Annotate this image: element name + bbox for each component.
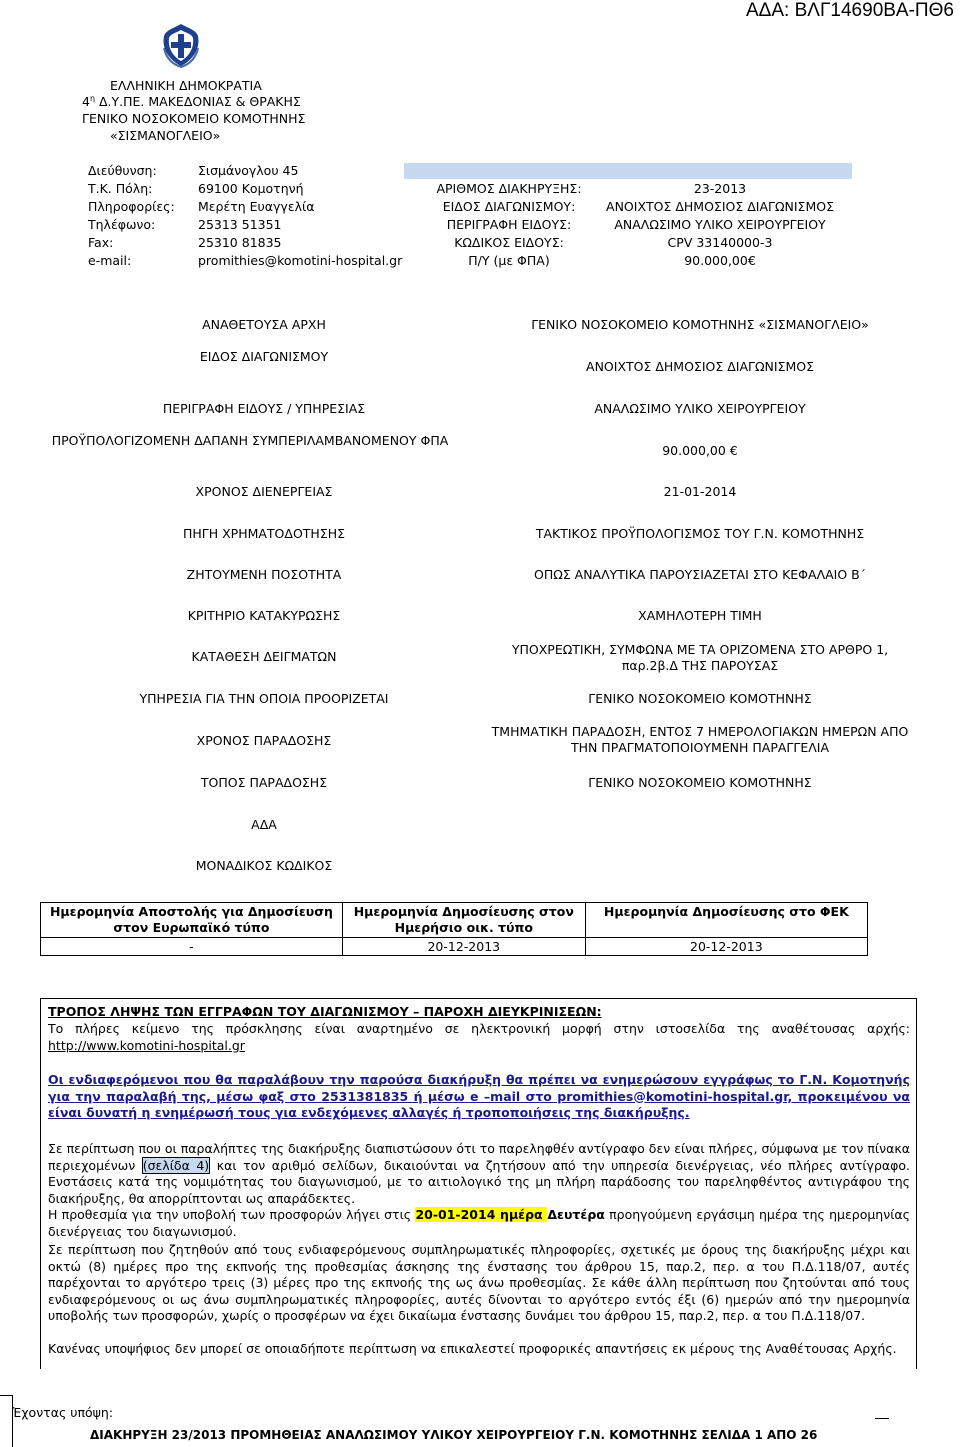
org-line-1: ΕΛΛΗΝΙΚΗ ΔΗΜΟΚΡΑΤΙΑ	[110, 78, 262, 93]
contact-label: Πληροφορίες:	[88, 199, 175, 214]
org-line-3: ΓΕΝΙΚΟ ΝΟΣΟΚΟΜΕΙΟ ΚΟΜΟΤΗΝΗΣ	[82, 111, 306, 126]
divider	[0, 1395, 12, 1396]
org-line-2-sup: η	[89, 94, 96, 103]
meta-label: ΕΙΔΟΣ ΔΙΑΓΩΝΙΣΜΟΥ:	[442, 199, 576, 214]
date-value: 20-12-2013	[342, 938, 585, 956]
summary-label: ΠΡΟΫΠΟΛΟΓΙΖΟΜΕΝΗ ΔΑΠΑΝΗ ΣΥΜΠΕΡΙΛΑΜΒΑΝΟΜΕΝΟΥ ΦΠΑ	[51, 433, 449, 448]
summary-label: ΥΠΗΡΕΣΙΑ ΓΙΑ ΤΗΝ ΟΠΟΙΑ ΠΡΟΟΡΙΖΕΤΑΙ	[139, 691, 389, 706]
summary-label: ΤΟΠΟΣ ΠΑΡΑΔΟΣΗΣ	[200, 775, 328, 790]
contact-label: e-mail:	[88, 253, 132, 268]
org-line-2-num: 4	[82, 94, 90, 110]
meta-label: ΠΕΡΙΓΡΑΦΗ ΕΙΔΟΥΣ:	[446, 217, 572, 232]
info-p1: Το πλήρες κείμενο της πρόσκλησης είναι αναρτημένο σε ηλεκτρονική μορφή στην ιστοσελίδα της αναθέτουσας αρχής:	[48, 1021, 910, 1036]
contact-label: Τηλέφωνο:	[88, 217, 156, 232]
email-link[interactable]: promithies@komotini-hospital.gr	[198, 253, 403, 268]
summary-value: 90.000,00 €	[662, 443, 738, 458]
page-ref-highlight: (σελίδα 4)	[142, 1157, 210, 1173]
contact-value: 25313 51351	[198, 217, 282, 232]
info-paragraph	[48, 1141, 910, 1207]
summary-value: ΑΝΟΙΧΤΟΣ ΔΗΜΟΣΙΟΣ ΔΙΑΓΩΝΙΣΜΟΣ	[586, 359, 814, 374]
meta-value: 90.000,00€	[684, 253, 756, 268]
meta-value: CPV 33140000-3	[667, 235, 773, 250]
org-line-2	[82, 94, 301, 109]
summary-label: ΚΡΙΤΗΡΙΟ ΚΑΤΑΚΥΡΩΣΗΣ	[187, 608, 341, 623]
summary-value: ΥΠΟΧΡΕΩΤΙΚΗ, ΣΥΜΦΩΝΑ ΜΕ ΤΑ ΟΡΙΖΟΜΕΝΑ ΣΤΟ ΑΡΘΡΟ 1, παρ.2β.Δ ΤΗΣ ΠΑΡΟΥΣΑΣ	[511, 642, 889, 673]
date-value: 20-12-2013	[585, 938, 867, 956]
date-header: Ημερομηνία Αποστολής για Δημοσίευση στον Ευρωπαϊκό τύπο	[41, 903, 343, 938]
highlight-bar	[404, 163, 852, 179]
summary-value: ΟΠΩΣ ΑΝΑΛΥΤΙΚΑ ΠΑΡΟΥΣΙΑΖΕΤΑΙ ΣΤΟ ΚΕΦΑΛΑΙΟ Β΄	[533, 567, 866, 582]
summary-label: ΜΟΝΑΔΙΚΟΣ ΚΩΔΙΚΟΣ	[195, 858, 333, 873]
meta-value: ΑΝΑΛΩΣΙΜΟ ΥΛΙΚΟ ΧΕΙΡΟΥΡΓΕΙΟΥ	[614, 217, 826, 232]
info-p3a: Σε περίπτωση που οι παραλήπτες της διακήρυξης διαπιστώσουν ότι το παρεληφθέν αντίγραφο δεν είναι πλήρες, σύμφωνα με τον πίνακα περιεχομένων	[48, 1141, 910, 1173]
summary-label: ΖΗΤΟΥΜΕΝΗ ΠΟΣΟΤΗΤΑ	[186, 567, 342, 582]
info-p3b: και τον αριθμό σελίδων, δικαιούνται να ζητήσουν από την υπηρεσία διενέργειας, νέο πλήρες αντίγραφο. Ενστάσεις κατά της νομιμότητας του διαγωνισμού, με το αιτιολογικό της μη πλήρη παράδοσης του παρεληφθέντος αντιγράφου της διακήρυξης, θα απορρίπτονται ως απαράδεκτες.	[48, 1157, 910, 1206]
contact-label: Διεύθυνση:	[88, 163, 157, 178]
meta-value: 23-2013	[693, 181, 747, 196]
info-paragraph: Σε περίπτωση που ζητηθούν από τους ενδιαφερόμενους συμπληρωματικές πληροφορίες, σχετικές με όρους της διακήρυξης μέχρι και οκτώ (8) ημέρες προ της εκπνοής της προθεσμίας άσκησης της ένστασης του άρθρου 15, παρ.2, περ. α του Π.Δ.118/07, αυτές παρέχονται το αργότερο τρεις (3) μέρες προ της εκπνοής της ως άνω προθεσμίας. Σε κάθε άλλη περίπτωση που ζητούνται από τους ενδιαφερόμενους οι ως άνω συμπληρωματικές πληροφορίες, αυτές δίνονται το αργότερο εντός έξι (6) ημερών από την ημερομηνία υποβολής των προσφορών, χωρίς ο προσφέρων να έχει δικαίωμα ένστασης δυνάμει του άρθρου 15, παρ.2, περ. α του Π.Δ.118/07.	[48, 1242, 910, 1323]
summary-value: ΑΝΑΛΩΣΙΜΟ ΥΛΙΚΟ ΧΕΙΡΟΥΡΓΕΙΟΥ	[594, 401, 806, 416]
contact-value: Σισμάνογλου 45	[198, 163, 299, 178]
contact-value: 69100 Κομοτηνή	[198, 181, 304, 196]
summary-label: ΑΝΑΘΕΤΟΥΣΑ ΑΡΧΗ	[202, 317, 326, 332]
divider	[875, 1418, 889, 1419]
summary-value: ΤΜΗΜΑΤΙΚΗ ΠΑΡΑΔΟΣΗ, ΕΝΤΟΣ 7 ΗΜΕΡΟΛΟΓΙΑΚΩΝ ΗΜΕΡΩΝ ΑΠΟ ΤΗΝ ΠΡΑΓΜΑΤΟΠΟΙΟΥΜΕΝΗ ΠΑΡΑΓΓΕΛΙΑ	[491, 724, 909, 755]
summary-label: ΠΗΓΗ ΧΡΗΜΑΤΟΔΟΤΗΣΗΣ	[182, 526, 346, 541]
summary-label: ΠΕΡΙΓΡΑΦΗ ΕΙΔΟΥΣ / ΥΠΗΡΕΣΙΑΣ	[162, 401, 366, 416]
greek-emblem-icon	[160, 22, 202, 68]
website-link[interactable]: http://www.komotini-hospital.gr	[48, 1037, 245, 1053]
meta-label: Π/Υ (με ΦΠΑ)	[468, 253, 550, 268]
info-paragraph	[48, 1021, 910, 1054]
summary-label: ΕΙΔΟΣ ΔΙΑΓΩΝΙΣΜΟΥ	[199, 349, 329, 364]
deadline-highlight: 20-01-2014 ημέρα	[415, 1207, 548, 1222]
meta-label: ΚΩΔΙΚΟΣ ΕΙΔΟΥΣ:	[454, 235, 564, 250]
summary-label: ΧΡΟΝΟΣ ΠΑΡΑΔΟΣΗΣ	[196, 733, 332, 748]
summary-value: ΓΕΝΙΚΟ ΝΟΣΟΚΟΜΕΙΟ ΚΟΜΟΤΗΝΗΣ	[588, 775, 812, 790]
info-paragraph: Κανένας υποψήφιος δεν μπορεί σε οποιαδήποτε περίπτωση να επικαλεστεί προφορικές απαντήσεις εκ μέρους της Αναθέτουσας Αρχής.	[48, 1341, 897, 1356]
info-heading: ΤΡΟΠΟΣ ΛΗΨΗΣ ΤΩΝ ΕΓΓΡΑΦΩΝ ΤΟΥ ΔΙΑΓΩΝΙΣΜΟΥ – ΠΑΡΟΧΗ ΔΙΕΥΚΡΙΝΙΣΕΩΝ:	[48, 1004, 602, 1019]
summary-value: 21-01-2014	[663, 484, 737, 499]
ada-header: ΑΔΑ: ΒΛΓ14690ΒΑ-ΠΘ6	[746, 0, 954, 21]
footer-note: Έχοντας υπόψη:	[12, 1405, 114, 1420]
info-p4a: Η προθεσμία για την υποβολή των προσφορών λήγει στις	[48, 1207, 416, 1222]
contact-label: Fax:	[88, 235, 114, 250]
summary-label: ΑΔΑ	[251, 817, 277, 832]
deadline-paragraph	[48, 1207, 910, 1240]
date-value: -	[41, 938, 343, 956]
summary-value: ΓΕΝΙΚΟ ΝΟΣΟΚΟΜΕΙΟ ΚΟΜΟΤΗΝΗΣ «ΣΙΣΜΑΝΟΓΛΕΙΟ»	[531, 317, 869, 332]
info-p4c: προηγούμενη εργάσιμη ημέρα της ημερομηνίας διενέργειας του διαγωνισμού.	[48, 1207, 911, 1239]
meta-value: ΑΝΟΙΧΤΟΣ ΔΗΜΟΣΙΟΣ ΔΙΑΓΩΝΙΣΜΟΣ	[606, 199, 834, 214]
summary-label: ΧΡΟΝΟΣ ΔΙΕΝΕΡΓΕΙΑΣ	[195, 484, 333, 499]
contact-value: 25310 81835	[198, 235, 282, 250]
contact-label: Τ.Κ. Πόλη:	[88, 181, 153, 196]
page-footer: ΔΙΑΚΗΡΥΞΗ 23/2013 ΠΡΟΜΗΘΕΙΑΣ ΑΝΑΛΩΣΙΜΟΥ ΥΛΙΚΟΥ ΧΕΙΡΟΥΡΓΕΙΟΥ Γ.Ν. ΚΟΜΟΤΗΝΗΣ ΣΕΛΙΔΑ 1 ΑΠΟ 26	[90, 1428, 818, 1442]
divider	[12, 1395, 13, 1447]
meta-label: ΑΡΙΘΜΟΣ ΔΙΑΚΗΡΥΞΗΣ:	[436, 181, 582, 196]
date-header: Ημερομηνία Δημοσίευσης στον Ημερήσιο οικ. τύπο	[342, 903, 585, 938]
summary-label: ΚΑΤΑΘΕΣΗ ΔΕΙΓΜΑΤΩΝ	[191, 649, 337, 664]
org-line-4: «ΣΙΣΜΑΝΟΓΛΕΙΟ»	[110, 128, 221, 143]
date-header: Ημερομηνία Δημοσίευσης στο ΦΕΚ	[585, 903, 867, 938]
info-notice: Οι ενδιαφερόμενοι που θα παραλάβουν την παρούσα διακήρυξη θα πρέπει να ενημερώσουν εγγράφως το Γ.Ν. Κομοτηνής για την παραλαβή της, μέσω φαξ στο 2531381835 ή μέσω e –mail στο promithies@komotini-hospital.gr, προκειμένου να είναι δυνατή η ενημέρωσή τους για ενδεχόμενες αλλαγές ή τροποποιήσεις της διακήρυξης.	[48, 1072, 910, 1120]
summary-value: ΧΑΜΗΛΟΤΕΡΗ ΤΙΜΗ	[638, 608, 762, 623]
publication-dates-table	[40, 902, 868, 956]
contact-value: Μερέτη Ευαγγελία	[198, 199, 315, 214]
summary-value: ΓΕΝΙΚΟ ΝΟΣΟΚΟΜΕΙΟ ΚΟΜΟΤΗΝΗΣ	[588, 691, 812, 706]
deadline-day: Δευτέρα	[547, 1207, 605, 1222]
org-line-2-rest: Δ.Υ.ΠΕ. ΜΑΚΕΔΟΝΙΑΣ & ΘΡΑΚΗΣ	[95, 94, 301, 110]
summary-value: ΤΑΚΤΙΚΟΣ ΠΡΟΫΠΟΛΟΓΙΣΜΟΣ ΤΟΥ Γ.Ν. ΚΟΜΟΤΗΝΗΣ	[535, 526, 865, 541]
